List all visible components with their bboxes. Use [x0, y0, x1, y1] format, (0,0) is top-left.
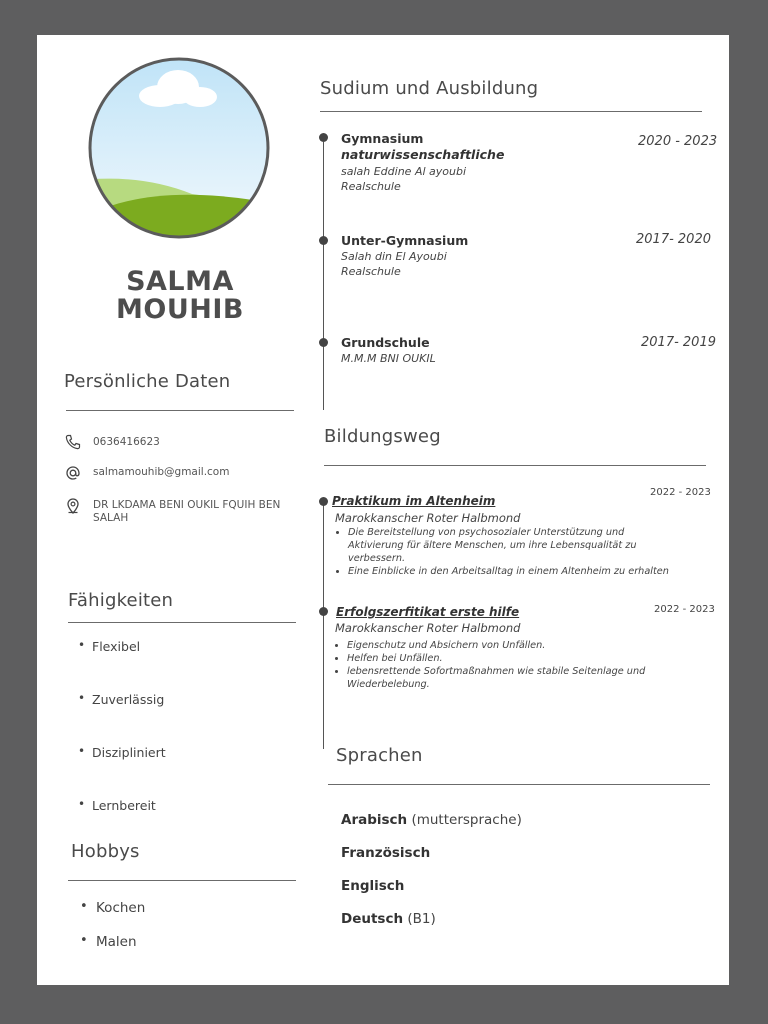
- language-level: (B1): [407, 911, 436, 927]
- skill-item: • Diszipliniert: [92, 745, 166, 760]
- timeline-dot: [319, 497, 328, 506]
- personal-data-heading: Persönliche Daten: [64, 371, 231, 392]
- school-name: Grundschule: [341, 335, 430, 350]
- job-organization: Marokkanscher Roter Halbmond: [335, 621, 521, 635]
- job-dates: 2022 - 2023: [654, 604, 715, 615]
- school-name: Gymnasium: [341, 131, 424, 146]
- profile-photo: [82, 56, 276, 240]
- language-name: Deutsch: [341, 911, 404, 927]
- school-detail: Realschule: [341, 180, 401, 193]
- phone-icon: [64, 433, 82, 451]
- candidate-name: [70, 268, 290, 324]
- school-detail: M.M.M BNI OUKIL: [341, 352, 436, 365]
- job-bullet: • Helfen bei Unfällen.: [347, 652, 677, 665]
- phone-number: 0636416623: [93, 436, 160, 448]
- divider: [320, 111, 702, 112]
- language-name: Englisch: [341, 878, 405, 894]
- language-name: Französisch: [341, 845, 431, 861]
- hobby-item: • Kochen: [96, 900, 145, 916]
- education-dates: 2020 - 2023: [638, 134, 718, 149]
- timeline-dot: [319, 236, 328, 245]
- job-bullet-list: [334, 526, 678, 578]
- last-name: MOUHIB: [116, 294, 244, 325]
- language-item: [341, 812, 522, 828]
- divider: [68, 880, 296, 881]
- timeline-dot: [319, 607, 328, 616]
- language-level: (muttersprache): [411, 812, 522, 828]
- school-track: naturwissenschaftliche: [341, 147, 505, 162]
- hobbies-heading: Hobbys: [71, 841, 140, 862]
- timeline-dot: [319, 338, 328, 347]
- job-bullet: • Eigenschutz und Absichern von Unfällen.: [347, 639, 677, 652]
- home-address: DR LKDAMA BENI OUKIL FQUIH BEN SALAH: [93, 499, 281, 524]
- email-address: salmamouhib@gmail.com: [93, 466, 230, 478]
- skill-item: • Lernbereit: [92, 798, 156, 813]
- language-item: [341, 911, 436, 927]
- education-dates: 2017- 2019: [641, 335, 716, 350]
- school-detail: Realschule: [341, 265, 401, 278]
- job-bullet: • Eine Einblicke in den Arbeitsalltag in einem Altenheim zu erhalten: [348, 565, 678, 578]
- education-dates: 2017- 2020: [636, 232, 711, 247]
- skill-item: • Zuverlässig: [92, 692, 164, 707]
- location-pin-icon: [64, 497, 82, 515]
- job-title: Praktikum im Altenheim: [332, 494, 496, 508]
- education-timeline: [323, 142, 324, 410]
- job-dates: 2022 - 2023: [650, 487, 711, 498]
- job-bullet-list: [333, 639, 677, 691]
- job-organization: Marokkanscher Roter Halbmond: [335, 511, 521, 525]
- divider: [328, 784, 710, 785]
- timeline-dot: [319, 133, 328, 142]
- skills-heading: Fähigkeiten: [68, 590, 174, 611]
- career-timeline: [323, 501, 324, 749]
- school-name: Unter-Gymnasium: [341, 233, 469, 248]
- school-detail: Salah din El Ayoubi: [341, 250, 447, 263]
- hobby-item: • Malen: [96, 934, 137, 950]
- job-bullet: • Die Bereitstellung von psychosozialer Unterstützung und Aktivierung für ältere Menschen, um ihre Lebensqualität zu verbessern.: [348, 526, 678, 565]
- language-name: Arabisch: [341, 812, 408, 828]
- at-sign-icon: [64, 464, 82, 482]
- skill-item: • Flexibel: [92, 639, 140, 654]
- education-heading: Sudium und Ausbildung: [320, 78, 539, 99]
- language-item: [341, 878, 404, 894]
- career-heading: Bildungsweg: [324, 426, 441, 447]
- divider: [68, 622, 296, 623]
- job-title: Erfolgszerfitikat erste hilfe: [336, 605, 520, 619]
- languages-heading: Sprachen: [336, 745, 423, 766]
- divider: [66, 410, 294, 411]
- first-name: SALMA: [126, 266, 234, 297]
- language-item: [341, 845, 430, 861]
- job-bullet: • lebensrettende Sofortmaßnahmen wie stabile Seitenlage und Wiederbelebung.: [347, 665, 677, 691]
- school-detail: salah Eddine Al ayoubi: [341, 165, 467, 178]
- divider: [324, 465, 706, 466]
